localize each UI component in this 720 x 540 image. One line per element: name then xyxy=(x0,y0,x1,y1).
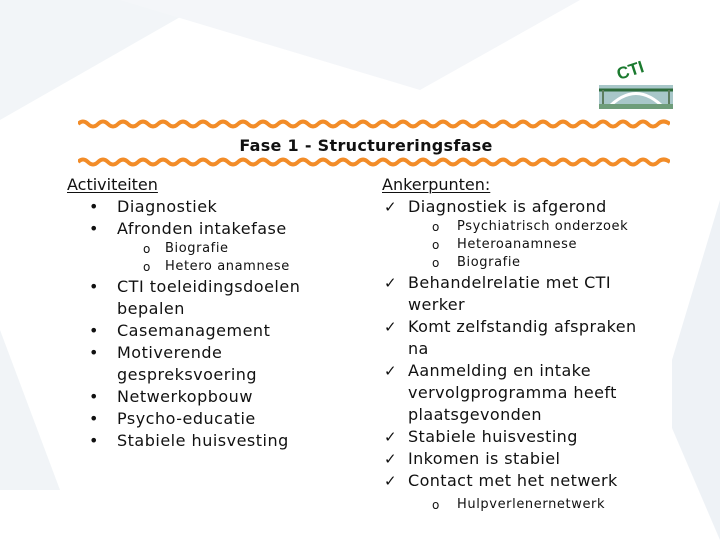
logo-text: CTI xyxy=(614,57,647,84)
sub-item-label: Heteroanamnese xyxy=(457,237,578,252)
list-item-continuation xyxy=(67,364,357,386)
bullet-icon: • xyxy=(89,197,99,216)
list-item-label: Contact met het netwerk xyxy=(408,471,618,490)
sub-list-item xyxy=(67,258,357,276)
checkmark-icon: ✓ xyxy=(384,428,397,446)
list-item-label: Diagnostiek xyxy=(117,197,218,216)
circle-bullet-icon: o xyxy=(432,238,440,252)
circle-bullet-icon: o xyxy=(432,498,440,512)
list-item-continuation xyxy=(67,298,357,320)
list-item-label: bepalen xyxy=(117,299,185,318)
list-item-label: Psycho-educatie xyxy=(117,409,256,428)
list-item-label: Komt zelfstandig afspraken xyxy=(408,317,637,336)
checkmark-icon: ✓ xyxy=(384,362,397,380)
circle-bullet-icon: o xyxy=(143,260,151,274)
checkmark-icon: ✓ xyxy=(384,198,397,216)
list-item-label: Aanmelding en intake xyxy=(408,361,592,380)
list-item xyxy=(67,342,357,364)
background-shape xyxy=(120,0,580,90)
list-item-continuation xyxy=(382,338,672,360)
checkmark-icon: ✓ xyxy=(384,274,397,292)
list-item-label: Stabiele huisvesting xyxy=(408,427,578,446)
list-item-label: na xyxy=(408,339,429,358)
list-item-continuation xyxy=(382,294,672,316)
bullet-icon: • xyxy=(89,409,99,428)
list-item xyxy=(67,218,357,240)
sub-list-item xyxy=(382,496,672,514)
list-item-label: werker xyxy=(408,295,466,314)
list-item xyxy=(67,196,357,218)
sub-list-item xyxy=(382,236,672,254)
list-item xyxy=(382,272,672,294)
anchor-points-column xyxy=(382,175,672,514)
sub-list-item xyxy=(67,240,357,258)
list-item-label: Diagnostiek is afgerond xyxy=(408,197,607,216)
list-item xyxy=(382,426,672,448)
bullet-icon: • xyxy=(89,431,99,450)
decorative-rule xyxy=(78,157,670,167)
list-item-label: plaatsgevonden xyxy=(408,405,542,424)
list-item-label: Netwerkopbouw xyxy=(117,387,253,406)
anchor-points-heading: Ankerpunten: xyxy=(382,175,491,194)
list-item-label: Behandelrelatie met CTI xyxy=(408,273,611,292)
decorative-rule xyxy=(78,119,670,129)
activities-heading: Activiteiten xyxy=(67,175,158,194)
checkmark-icon: ✓ xyxy=(384,450,397,468)
bullet-icon: • xyxy=(89,387,99,406)
list-item-label: Casemanagement xyxy=(117,321,271,340)
list-item xyxy=(67,320,357,342)
list-item xyxy=(382,448,672,470)
bullet-icon: • xyxy=(89,277,99,296)
checkmark-icon: ✓ xyxy=(384,472,397,490)
bullet-icon: • xyxy=(89,321,99,340)
activities-column xyxy=(67,175,357,452)
circle-bullet-icon: o xyxy=(432,256,440,270)
sub-item-label: Biografie xyxy=(165,241,229,256)
list-item-continuation xyxy=(382,382,672,404)
sub-item-label: Psychiatrisch onderzoek xyxy=(457,219,629,234)
circle-bullet-icon: o xyxy=(432,220,440,234)
bridge-icon xyxy=(599,85,673,109)
checkmark-icon: ✓ xyxy=(384,318,397,336)
list-item-label: vervolgprogramma heeft xyxy=(408,383,617,402)
list-item-label: Inkomen is stabiel xyxy=(408,449,561,468)
sub-item-label: Hulpverlenernetwerk xyxy=(457,497,606,512)
list-item-label: gespreksvoering xyxy=(117,365,258,384)
bullet-icon: • xyxy=(89,219,99,238)
document-panel xyxy=(60,117,672,510)
sub-item-label: Hetero anamnese xyxy=(165,259,290,274)
list-item xyxy=(382,196,672,218)
background-shape xyxy=(0,330,60,490)
sub-list-item xyxy=(382,254,672,272)
list-item-label: CTI toeleidingsdoelen xyxy=(117,277,301,296)
circle-bullet-icon: o xyxy=(143,242,151,256)
page-title: Fase 1 - Structureringsfase xyxy=(239,136,493,155)
sub-list-item xyxy=(382,218,672,236)
sub-item-label: Biografie xyxy=(457,255,521,270)
list-item xyxy=(67,408,357,430)
activities-list xyxy=(67,196,357,452)
list-item xyxy=(382,470,672,492)
bullet-icon: • xyxy=(89,343,99,362)
anchor-points-list xyxy=(382,196,672,514)
list-item xyxy=(382,360,672,382)
list-item-label: Motiverende xyxy=(117,343,223,362)
list-item xyxy=(67,430,357,452)
list-item-continuation xyxy=(382,404,672,426)
list-item-label: Stabiele huisvesting xyxy=(117,431,289,450)
cti-logo xyxy=(597,52,677,112)
list-item-label: Afronden intakefase xyxy=(117,219,287,238)
list-item xyxy=(67,276,357,298)
list-item xyxy=(67,386,357,408)
list-item xyxy=(382,316,672,338)
